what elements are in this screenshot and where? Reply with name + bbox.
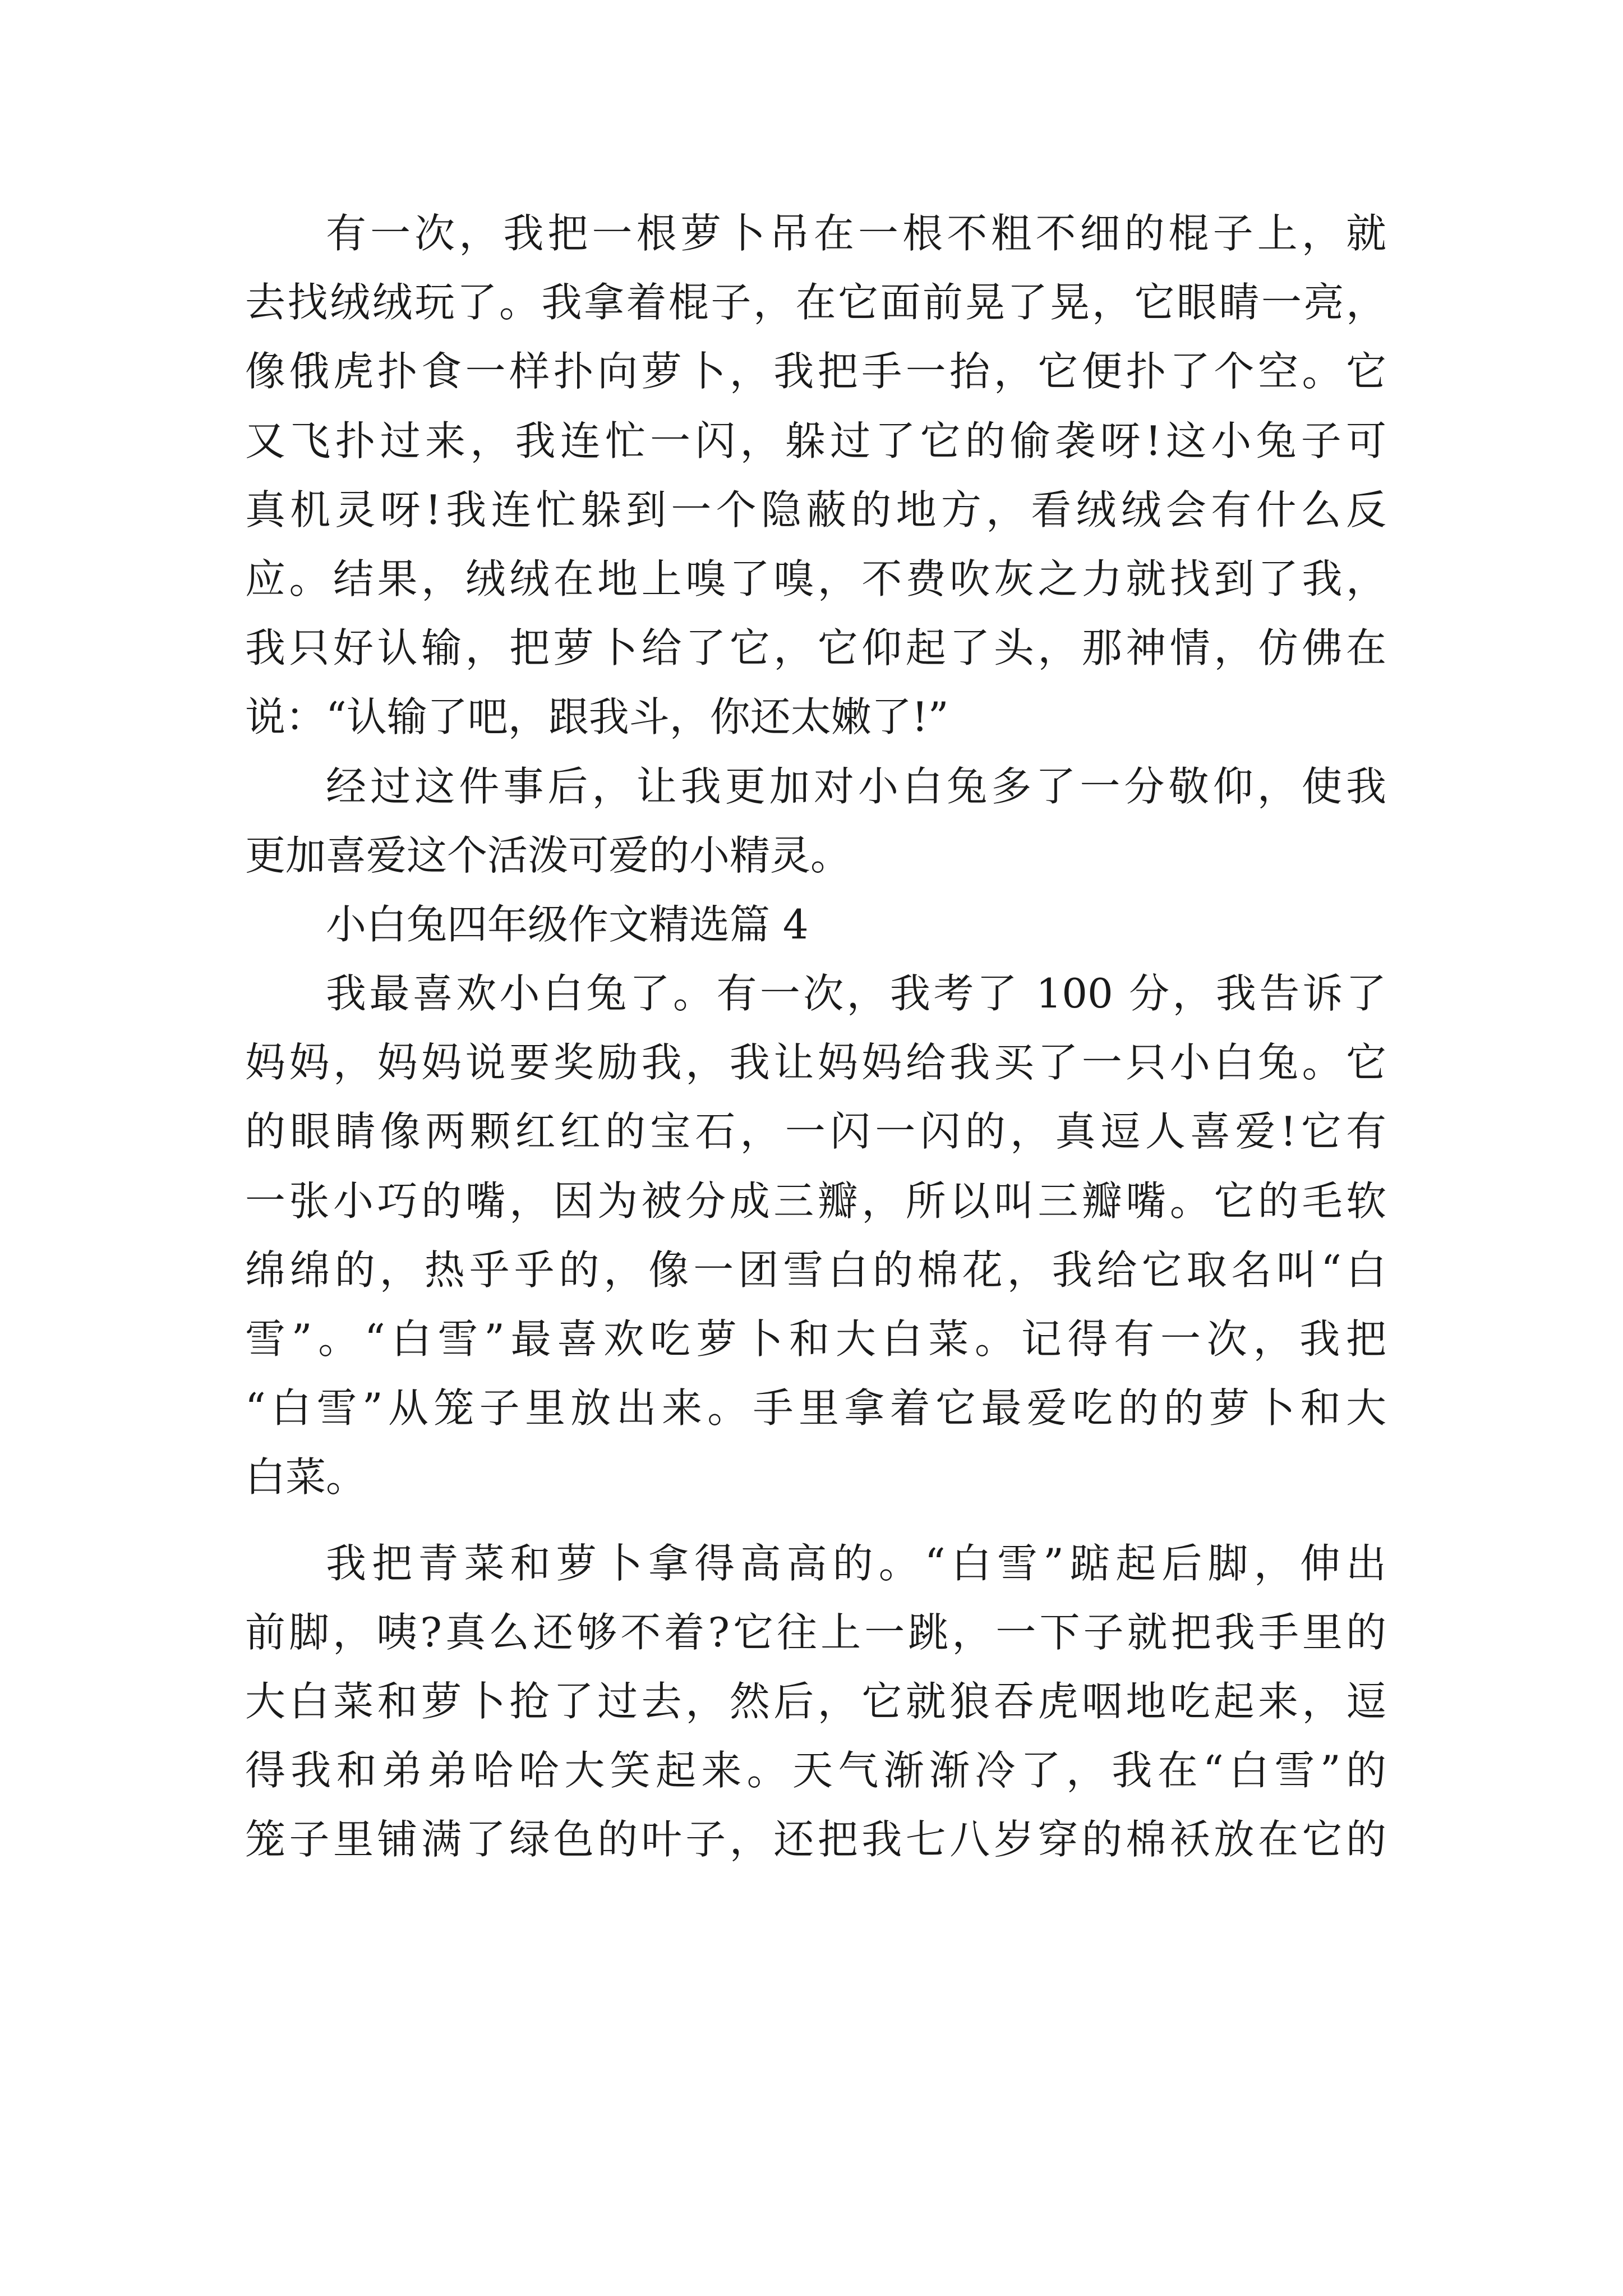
text-line: 前脚，咦?真么还够不着?它往上一跳，一下子就把我手里的: [245, 1608, 1386, 1656]
text-line: 得我和弟弟哈哈大笑起来。天气渐渐冷了，我在“白雪”的: [245, 1747, 1386, 1795]
text-line: 一张小巧的嘴，因为被分成三瓣，所以叫三瓣嘴。它的毛软: [245, 1177, 1386, 1225]
text-line: 说：“认输了吧，跟我斗，你还太嫩了!”: [245, 693, 949, 741]
text-line: “白雪”从笼子里放出来。手里拿着它最爱吃的的萝卜和大: [245, 1384, 1386, 1432]
text-line: 大白菜和萝卜抢了过去，然后，它就狼吞虎咽地吃起来，逗: [245, 1677, 1386, 1725]
text-line: 又飞扑过来，我连忙一闪，躲过了它的偷袭呀!这小兔子可: [245, 417, 1386, 464]
document-body: [245, 199, 1386, 1875]
text-line: 我最喜欢小白兔了。有一次，我考了 100 分，我告诉了: [326, 970, 1386, 1018]
text-line: 像俄虎扑食一样扑向萝卜，我把手一抬，它便扑了个空。它: [245, 348, 1386, 395]
text-line: 有一次，我把一根萝卜吊在一根不粗不细的棍子上，就: [326, 210, 1386, 257]
text-line: 应。结果，绒绒在地上嗅了嗅，不费吹灰之力就找到了我，: [245, 555, 1386, 602]
paragraph-4: [245, 1529, 1386, 1875]
text-line: 经过这件事后，让我更加对小白兔多了一分敬仰，使我: [326, 762, 1386, 810]
text-line: 我只好认输，把萝卜给了它，它仰起了头，那神情，仿佛在: [245, 624, 1386, 672]
text-line: 更加喜爱这个活泼可爱的小精灵。: [245, 831, 851, 879]
text-line: 去找绒绒玩了。我拿着棍子，在它面前晃了晃，它眼睛一亮，: [245, 279, 1386, 326]
section-heading: [245, 890, 1386, 959]
text-line: 绵绵的，热乎乎的，像一团雪白的棉花，我给它取名叫“白: [245, 1246, 1386, 1294]
paragraph-2: [245, 752, 1386, 890]
text-line: 真机灵呀!我连忙躲到一个隐蔽的地方，看绒绒会有什么反: [245, 486, 1386, 533]
text-line: 我把青菜和萝卜拿得高高的。“白雪”踮起后脚，伸出: [326, 1539, 1386, 1587]
paragraph-spacer: [245, 1512, 1386, 1529]
text-line: 白菜。: [245, 1453, 367, 1501]
paragraph-3: [245, 959, 1386, 1512]
text-line: 妈妈，妈妈说要奖励我，我让妈妈给我买了一只小白兔。它: [245, 1039, 1386, 1087]
heading-text: 小白兔四年级作文精选篇 4: [326, 900, 809, 948]
paragraph-1: [245, 199, 1386, 752]
text-line: 雪”。“白雪”最喜欢吃萝卜和大白菜。记得有一次，我把: [245, 1315, 1386, 1363]
text-line: 笼子里铺满了绿色的叶子，还把我七八岁穿的棉袄放在它的: [245, 1816, 1386, 1864]
text-line: 的眼睛像两颗红红的宝石，一闪一闪的，真逗人喜爱!它有: [245, 1108, 1386, 1156]
